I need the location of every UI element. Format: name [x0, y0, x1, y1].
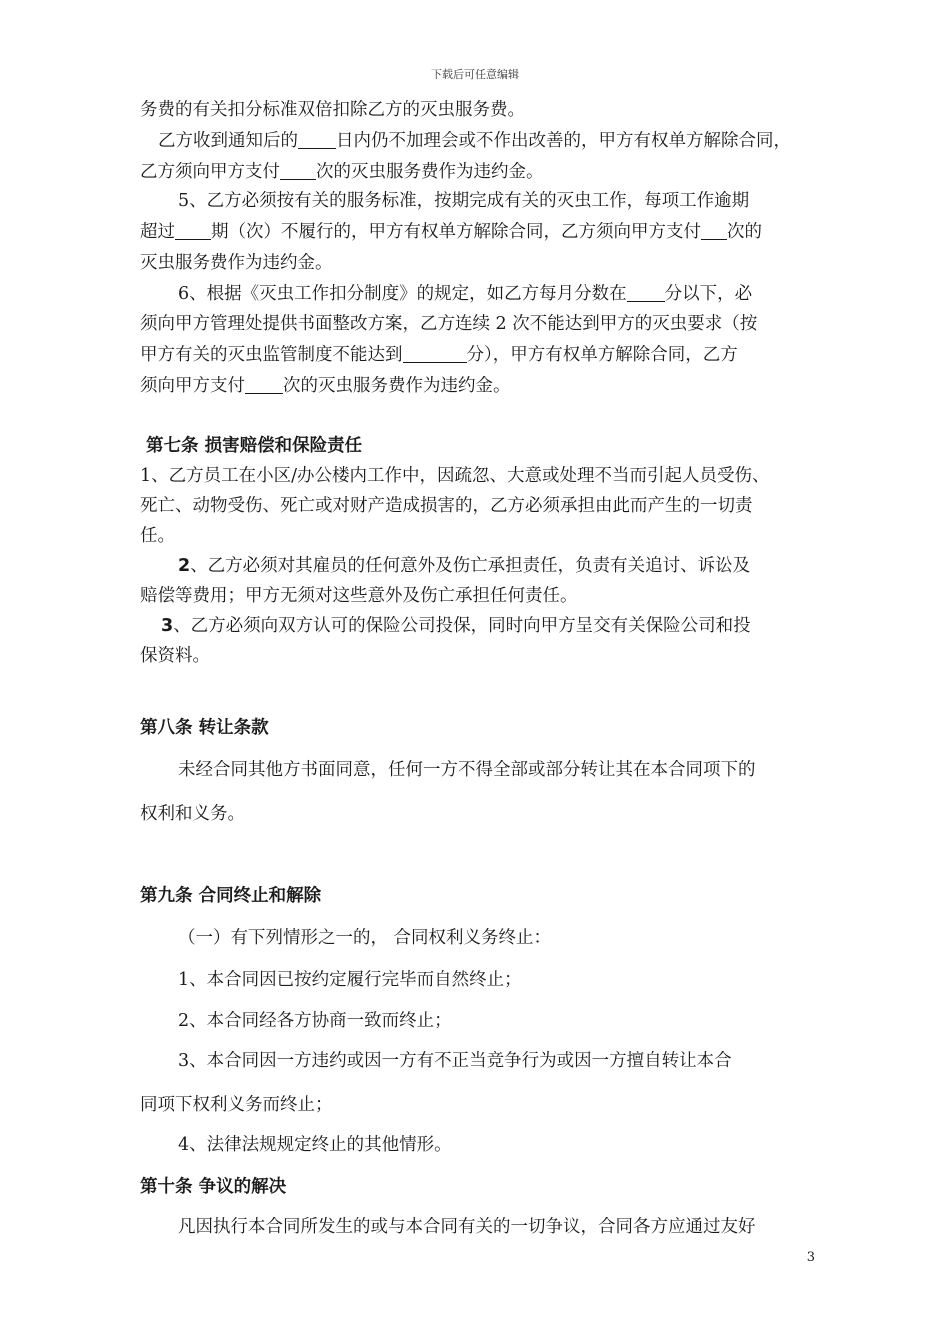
blank-underline [701, 221, 727, 240]
text-line: 未经合同其他方书面同意，任何一方不得全部或部分转让其在本合同项下的 [178, 760, 756, 780]
text-line: 2、本合同经各方协商一致而终止； [178, 1011, 452, 1031]
text-line: 乙方须向甲方支付 次的灭虫服务费作为违约金。 [140, 162, 544, 182]
blank-underline [403, 344, 467, 363]
text-line: 5、乙方必须按有关的服务标准，按期完成有关的灭虫工作，每项工作逾期 [178, 191, 750, 211]
text-line: 赔偿等费用；甲方无须对这些意外及伤亡承担任何责任。 [140, 586, 578, 606]
blank-underline [175, 221, 211, 240]
blank-underline [280, 161, 316, 180]
text-line: 任。 [140, 526, 175, 546]
text-line: 2、乙方必须对其雇员的任何意外及伤亡承担责任，负责有关追讨、诉讼及 [178, 556, 751, 576]
blank-underline [298, 130, 336, 149]
text-line: 1、乙方员工在小区/办公楼内工作中，因疏忽、大意或处理不当而引起人员受伤、 [140, 466, 770, 486]
text-line: 超过 期（次）不履行的，甲方有权单方解除合同，乙方须向甲方支付 次的 [140, 222, 762, 242]
text-line: 须向甲方管理处提供书面整改方案，乙方连续 2 次不能达到甲方的灭虫要求（按 [140, 314, 758, 334]
text-line: 3、本合同因一方违约或因一方有不正当竞争行为或因一方擅自转让本合 [178, 1051, 732, 1071]
section-heading: 第十条 争议的解决 [140, 1177, 287, 1197]
blank-underline [245, 375, 283, 394]
text-line: 死亡、动物受伤、死亡或对财产造成损害的，乙方必须承担由此而产生的一切责 [140, 496, 753, 516]
section-heading: 第八条 转让条款 [140, 718, 269, 738]
page-header: 下载后可任意编辑 [431, 68, 519, 81]
page-number: 3 [806, 1250, 815, 1265]
text-line: 权利和义务。 [140, 804, 245, 824]
text-line: 同项下权利义务而终止； [140, 1095, 333, 1115]
section-heading: 第九条 合同终止和解除 [140, 886, 322, 906]
text-line: 3、乙方必须向双方认可的保险公司投保，同时向甲方呈交有关保险公司和投 [161, 616, 751, 636]
text-line: （一）有下列情形之一的， 合同权利义务终止： [178, 928, 552, 948]
text-line: 保资料。 [140, 646, 210, 666]
section-heading: 第七条 损害赔偿和保险责任 [146, 436, 363, 456]
blank-underline [627, 283, 665, 302]
text-line: 务费的有关扣分标准双倍扣除乙方的灭虫服务费。 [140, 100, 525, 120]
text-line: 凡因执行本合同所发生的或与本合同有关的一切争议，合同各方应通过友好 [178, 1217, 756, 1237]
text-line: 灭虫服务费作为违约金。 [140, 253, 333, 273]
text-line: 1、本合同因已按约定履行完毕而自然终止； [178, 970, 522, 990]
text-line: 甲方有关的灭虫监管制度不能达到 分），甲方有权单方解除合同，乙方 [140, 345, 738, 365]
text-line: 乙方收到通知后的 日内仍不加理会或不作出改善的，甲方有权单方解除合同， [158, 131, 791, 151]
text-line: 6、根据《灭虫工作扣分制度》的规定，如乙方每月分数在 分以下，必 [178, 284, 753, 304]
text-line: 须向甲方支付 次的灭虫服务费作为违约金。 [140, 376, 511, 396]
text-line: 4、法律法规规定终止的其他情形。 [178, 1135, 452, 1155]
